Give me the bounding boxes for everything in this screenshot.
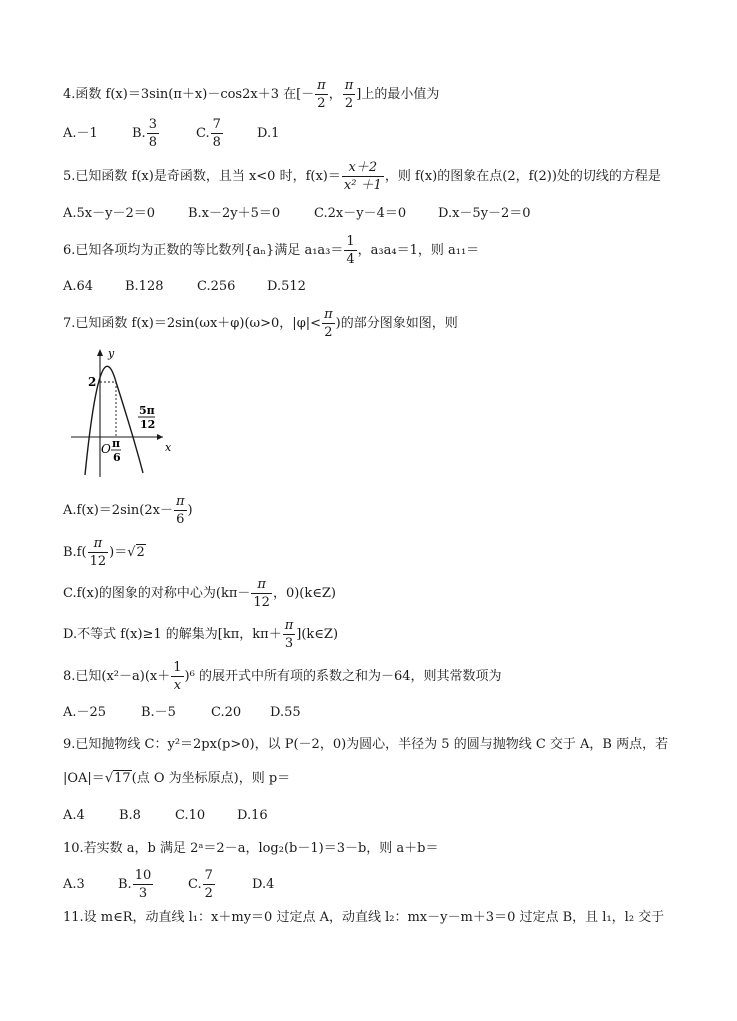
sqrt-17: √17 <box>104 771 131 786</box>
q4-option-b[interactable]: B. $\frac{3}{8}$ <box>132 117 157 150</box>
q5-text-b: ，则 f(x)的图象在点(2，f(2))处的切线的方程是 <box>384 169 661 184</box>
question-9-line-2: |OA|＝√17(点 O 为坐标原点)，则 p＝ <box>63 771 291 786</box>
question-8 <box>63 660 502 693</box>
q5-frac: $\frac{x+2}{\text{x² ＋1}}$ <box>343 160 382 193</box>
question-6-options <box>63 280 306 293</box>
q7-function-graph <box>63 345 173 480</box>
q8-option-b[interactable]: B.－5 <box>141 705 176 720</box>
origin-label: O <box>101 442 111 456</box>
question-10-options <box>63 868 274 901</box>
max-value-label: 2 <box>88 375 97 389</box>
q4-option-c[interactable]: C. $\frac{7}{8}$ <box>196 117 221 150</box>
q7-text-b: )的部分图象如图，则 <box>335 316 458 331</box>
peak-x-denominator: 6 <box>113 451 121 464</box>
q10-text-a: 10.若实数 a，b 满足 2ᵃ＝2－a，log₂(b－1)＝3－b，则 a＋b＝ <box>63 841 439 856</box>
q5-option-d[interactable]: D.x－5y－2＝0 <box>438 206 531 221</box>
q4-frac-2: $\frac{\pi}{2}$ <box>344 78 354 111</box>
q5-option-c[interactable]: C.2x－y－4＝0 <box>314 206 407 221</box>
question-5-options <box>63 207 531 220</box>
question-10 <box>63 842 439 855</box>
q11-text-a: 11.设 m∈R，动直线 l₁：x＋my＝0 过定点 A，动直线 l₂：mx－y－m＋3＝0 过定点 B，且 l₁，l₂ 交于 <box>63 910 665 925</box>
y-axis-label: y <box>108 347 115 360</box>
question-7 <box>63 307 458 340</box>
q6-option-c[interactable]: C.256 <box>197 279 236 294</box>
q8-option-c[interactable]: C.20 <box>211 705 242 720</box>
question-5 <box>63 160 661 193</box>
q9-option-d[interactable]: D.16 <box>237 808 268 823</box>
q9-option-a[interactable]: A.4 <box>63 808 85 823</box>
x-axis-label: x <box>165 441 172 454</box>
zero-x-denominator: 12 <box>140 418 156 431</box>
q10-option-c[interactable]: C. $\frac{7}{2}$ <box>188 868 213 901</box>
question-11 <box>63 911 664 924</box>
q6-option-b[interactable]: B.128 <box>125 279 164 294</box>
q7-text-a: 7.已知函数 f(x)＝2sin(ωx＋φ)(ω>0，|φ|< <box>63 316 322 331</box>
q8-option-d[interactable]: D.55 <box>270 705 301 720</box>
q9-option-b[interactable]: B.8 <box>119 808 141 823</box>
q6-option-a[interactable]: A.64 <box>63 279 94 294</box>
x-axis-arrow <box>157 434 163 440</box>
zero-x-numerator: 5π <box>139 404 155 417</box>
q7-option-b[interactable]: B.f( $\frac{\pi}{12}$ )＝√2 <box>63 536 145 569</box>
q4-option-a[interactable]: A.－1 <box>63 126 98 141</box>
y-axis-arrow <box>97 349 103 356</box>
q6-text-b: ，a₃a₄＝1，则 a₁₁＝ <box>357 243 480 258</box>
q8-frac: $\frac{1}{x}$ <box>173 660 182 693</box>
q7-frac: $\frac{\pi}{2}$ <box>324 307 333 340</box>
q4-text-b: ， <box>328 87 342 102</box>
q9-text-a: 9.已知抛物线 C：y²＝2px(p>0)，以 P(－2，0)为圆心，半径为 5 的圆与抛物线 C 交于 A，B 两点，若 <box>63 737 669 752</box>
q8-option-a[interactable]: A.－25 <box>63 705 107 720</box>
q6-option-d[interactable]: D.512 <box>267 279 306 294</box>
q5-option-a[interactable]: A.5x－y－2＝0 <box>63 206 156 221</box>
q7-option-d[interactable]: D.不等式 f(x)≥1 的解集为[kπ，kπ＋ $\frac{\pi}{3}$ ](k∈Z) <box>63 618 339 651</box>
q9-option-c[interactable]: C.10 <box>175 808 206 823</box>
q10-option-b[interactable]: B. $\frac{10}{3}$ <box>118 868 152 901</box>
q10-option-d[interactable]: D.4 <box>252 877 275 892</box>
question-9 <box>63 738 668 751</box>
q4-frac-1: $\frac{\pi}{2}$ <box>317 78 326 111</box>
question-6 <box>63 234 479 267</box>
q8-text-b: )⁶ 的展开式中所有项的系数之和为－64，则其常数项为 <box>184 669 502 684</box>
q10-option-a[interactable]: A.3 <box>63 877 85 892</box>
q5-option-b[interactable]: B.x－2y＋5＝0 <box>188 206 281 221</box>
q7-option-a[interactable]: A.f(x)＝2sin(2x－ $\frac{\pi}{6}$ ) <box>63 494 193 527</box>
question-8-options <box>63 706 301 719</box>
question-9-options <box>63 809 268 822</box>
q4-text-c: ]上的最小值为 <box>356 87 440 102</box>
q5-text-a: 5.已知函数 f(x)是奇函数，且当 x<0 时，f(x)＝ <box>63 169 341 184</box>
q4-text-a: 4.函数 f(x)＝3sin(π＋x)－cos2x＋3 在[－ <box>63 87 315 102</box>
q6-text-a: 6.已知各项均为正数的等比数列{aₙ}满足 a₁a₃＝ <box>63 243 344 258</box>
q6-frac: $\frac{1}{4}$ <box>346 234 355 267</box>
question-4 <box>63 78 439 111</box>
peak-x-numerator: π <box>112 437 121 450</box>
q4-option-d[interactable]: D.1 <box>257 126 280 141</box>
q7-option-c[interactable]: C.f(x)的图象的对称中心为(kπ－ $\frac{\pi}{12}$ ，0)(k∈Z) <box>63 577 336 610</box>
question-4-options <box>63 117 279 150</box>
q8-text-a: 8.已知(x²－a)(x＋ <box>63 669 171 684</box>
